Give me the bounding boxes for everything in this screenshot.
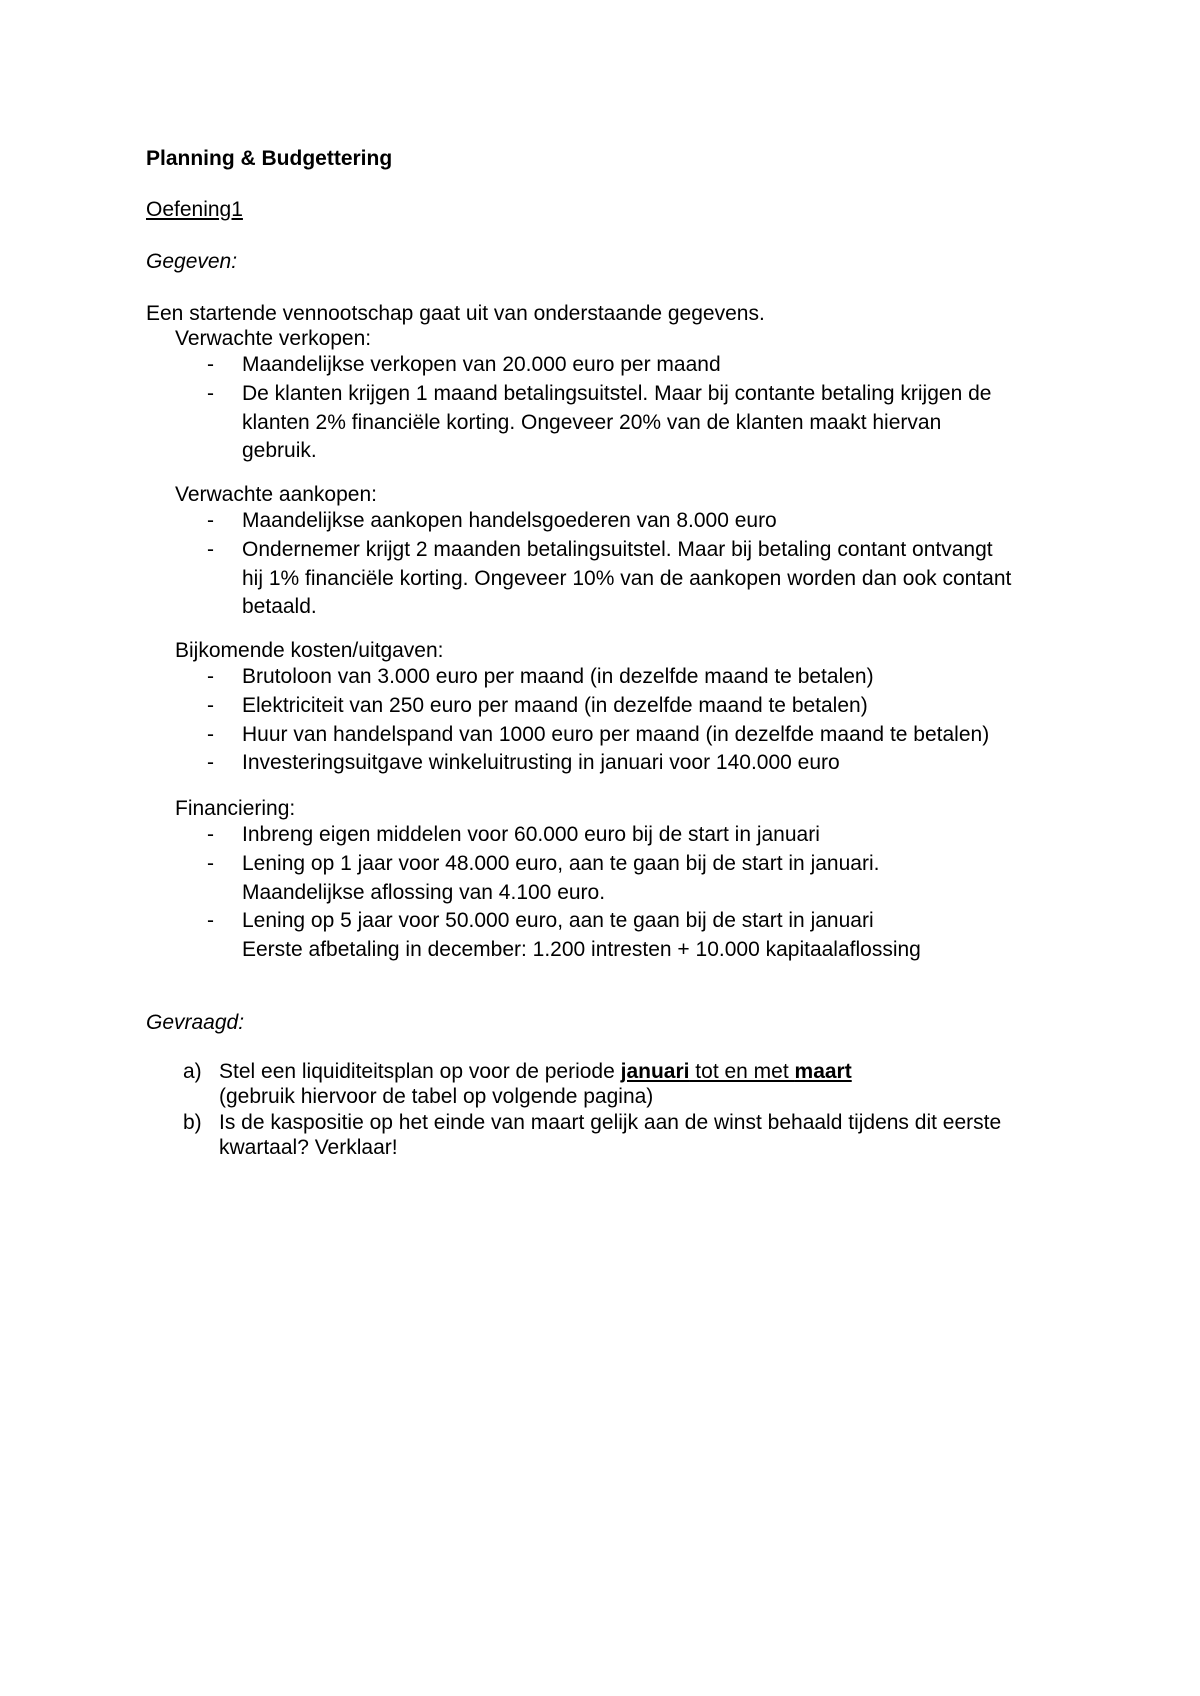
list-item-line: Investeringsuitgave winkeluitrusting in januari voor 140.000 euro (242, 751, 840, 775)
list-item-line: Huur van handelspand van 1000 euro per maand (in dezelfde maand te betalen) (242, 722, 990, 746)
bullet-dash: - (207, 509, 214, 532)
section-heading: Verwachte verkopen: (175, 327, 372, 350)
question-b-marker: b) (183, 1111, 202, 1134)
list-item-line: hij 1% financiële korting. Ongeveer 10% van de aankopen worden dan ook contant (242, 566, 1012, 590)
list-item-line: Inbreng eigen middelen voor 60.000 euro bij de start in januari (242, 823, 820, 846)
list-item-line: Maandelijkse verkopen van 20.000 euro per maand (242, 353, 721, 376)
list-item-line: Lening op 5 jaar voor 50.000 euro, aan te gaan bij de start in januari (242, 909, 874, 933)
list-item-line: Eerste afbetaling in december: 1.200 intresten + 10.000 kapitaalaflossing (242, 938, 921, 962)
bullet-dash: - (207, 353, 214, 376)
question-b-line2: kwartaal? Verklaar! (219, 1136, 398, 1159)
bullet-dash: - (207, 823, 214, 846)
question-a-bold-januari: januari (620, 1060, 690, 1083)
list-item-line: klanten 2% financiële korting. Ongeveer 20% van de klanten maakt hiervan (242, 410, 942, 434)
bullet-dash: - (207, 909, 214, 933)
list-item-line: gebruik. (242, 439, 317, 463)
list-item-line: De klanten krijgen 1 maand betalingsuitstel. Maar bij contante betaling krijgen de (242, 381, 992, 405)
bullet-dash: - (207, 751, 214, 775)
list-item-line: Maandelijkse aflossing van 4.100 euro. (242, 880, 606, 904)
bullet-dash: - (207, 665, 214, 688)
document-title: Planning & Budgettering (146, 147, 393, 170)
list-item-line: Maandelijkse aankopen handelsgoederen van 8.000 euro (242, 509, 777, 532)
question-a-prefix: Stel een liquiditeitsplan op voor de periode (219, 1060, 621, 1083)
given-label: Gegeven: (146, 250, 238, 273)
question-b-line1: Is de kaspositie op het einde van maart gelijk aan de winst behaald tijdens dit eerste (219, 1111, 1002, 1134)
list-item-line: betaald. (242, 595, 317, 619)
section-heading: Bijkomende kosten/uitgaven: (175, 639, 444, 662)
list-item-line: Ondernemer krijgt 2 maanden betalingsuitstel. Maar bij betaling contant ontvangt (242, 537, 993, 561)
question-a-line1 (219, 1059, 852, 1084)
question-a-bold-maart: maart (794, 1060, 852, 1083)
bullet-dash: - (207, 381, 214, 405)
asked-label: Gevraagd: (146, 1011, 245, 1034)
exercise-heading: Oefening1 (146, 198, 243, 221)
question-a-mid: tot en met (689, 1060, 795, 1083)
list-item-line: Lening op 1 jaar voor 48.000 euro, aan te gaan bij de start in januari. (242, 851, 880, 875)
bullet-dash: - (207, 851, 214, 875)
question-a-line2: (gebruik hiervoor de tabel op volgende pagina) (219, 1085, 654, 1108)
section-heading: Financiering: (175, 797, 296, 820)
section-heading: Verwachte aankopen: (175, 483, 377, 506)
intro-text: Een startende vennootschap gaat uit van onderstaande gegevens. (146, 302, 765, 325)
question-a-emphasis (621, 1060, 852, 1083)
question-a-marker: a) (183, 1060, 202, 1083)
list-item-line: Brutoloon van 3.000 euro per maand (in dezelfde maand te betalen) (242, 665, 874, 688)
bullet-dash: - (207, 537, 214, 561)
list-item-line: Elektriciteit van 250 euro per maand (in dezelfde maand te betalen) (242, 693, 868, 717)
bullet-dash: - (207, 693, 214, 717)
bullet-dash: - (207, 722, 214, 746)
